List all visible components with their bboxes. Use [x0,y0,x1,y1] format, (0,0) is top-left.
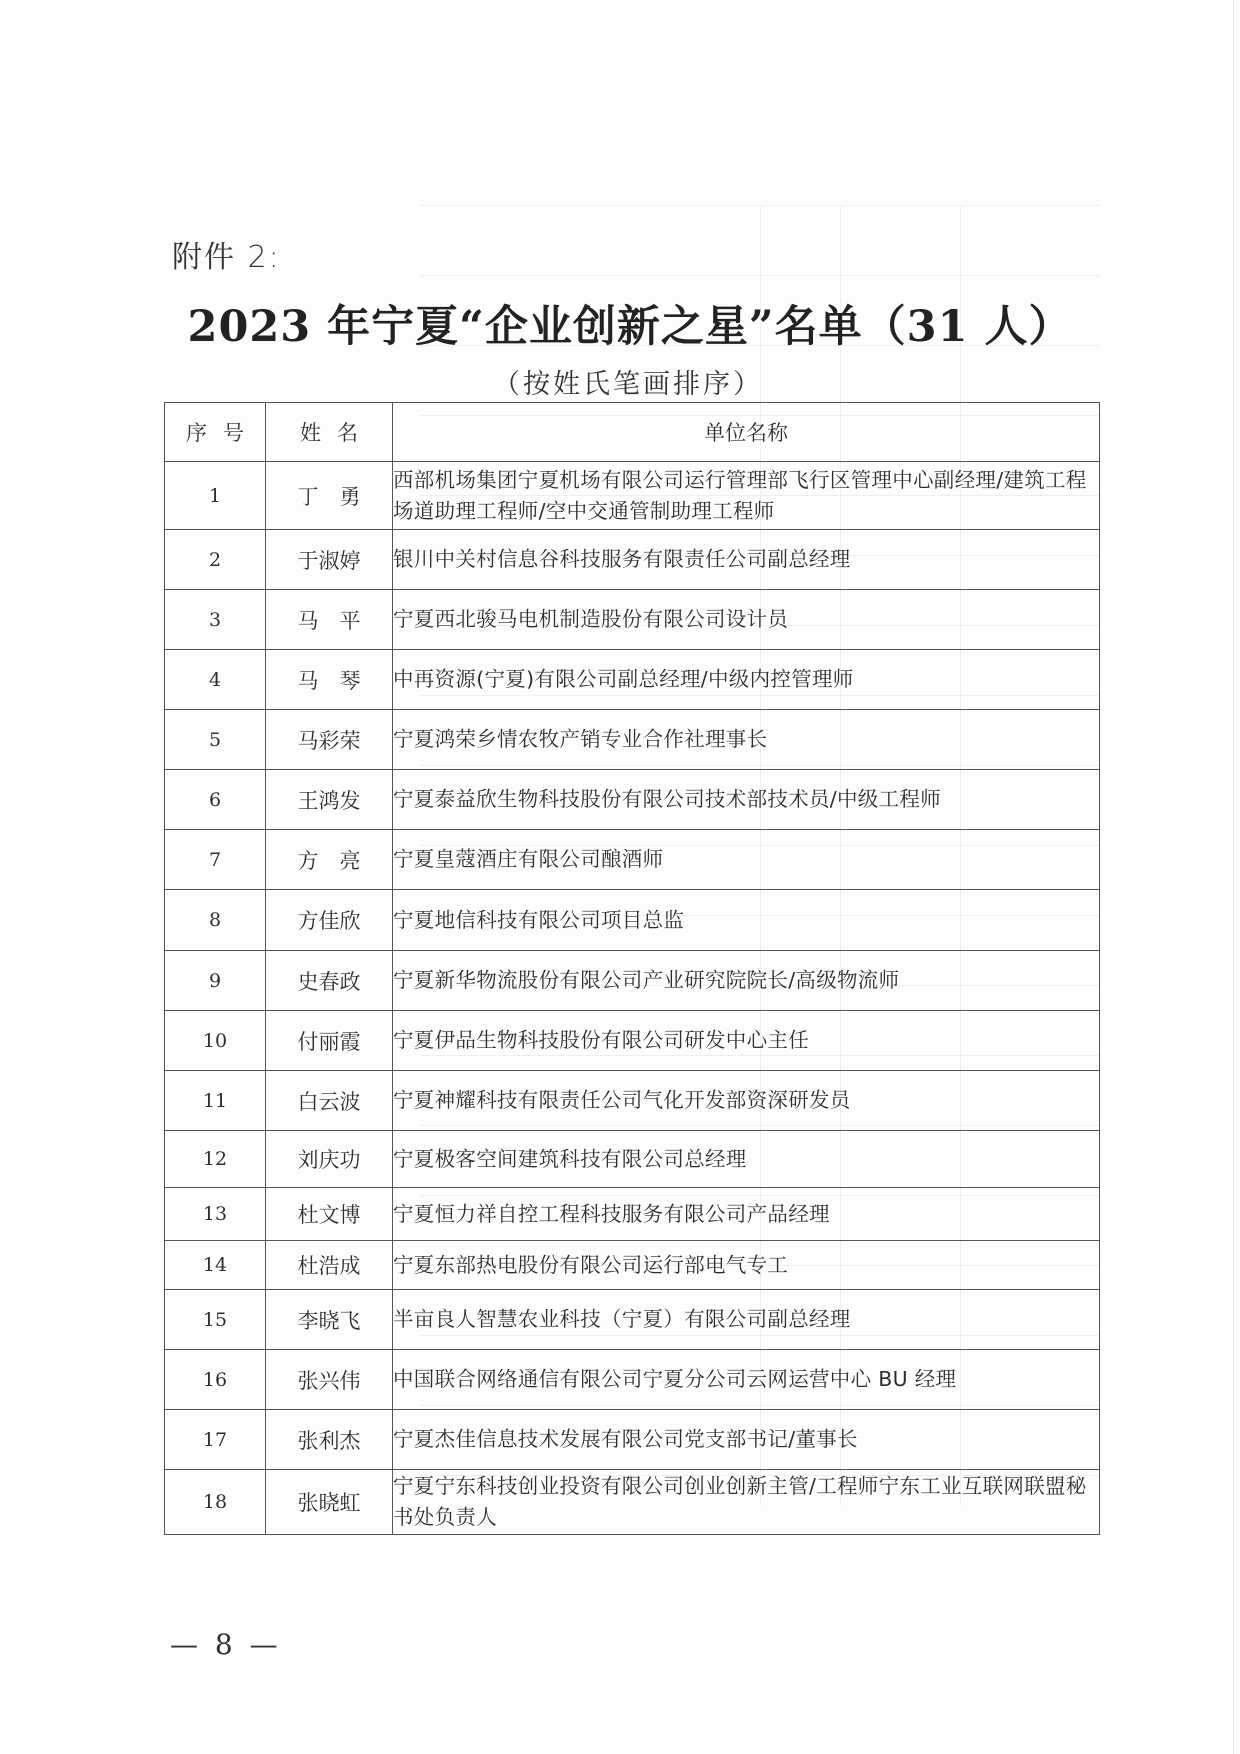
cell-organization: 宁夏东部热电股份有限公司运行部电气专工 [393,1241,1100,1290]
table-row [165,1290,1100,1350]
cell-name: 方 亮 [266,830,393,890]
table-row [165,1410,1100,1470]
cell-organization: 宁夏神耀科技有限责任公司气化开发部资深研发员 [393,1071,1100,1131]
table-row [165,650,1100,710]
cell-name: 马 琴 [266,650,393,710]
cell-serial-number: 3 [165,590,266,650]
cell-organization: 宁夏伊品生物科技股份有限公司研发中心主任 [393,1011,1100,1071]
cell-name: 方佳欣 [266,890,393,951]
cell-serial-number: 4 [165,650,266,710]
table-row [165,830,1100,890]
cell-name: 付丽霞 [266,1011,393,1071]
cell-name: 王鸿发 [266,770,393,830]
cell-serial-number: 7 [165,830,266,890]
table-row [165,590,1100,650]
cell-serial-number: 6 [165,770,266,830]
table-row [165,951,1100,1011]
header-name: 姓名 [266,403,393,462]
table-row [165,1071,1100,1131]
table-row [165,1131,1100,1188]
cell-serial-number: 10 [165,1011,266,1071]
cell-serial-number: 11 [165,1071,266,1131]
cell-organization: 宁夏恒力祥自控工程科技服务有限公司产品经理 [393,1188,1100,1241]
cell-serial-number: 12 [165,1131,266,1188]
awardee-table [164,402,1100,1535]
cell-organization: 宁夏西北骏马电机制造股份有限公司设计员 [393,590,1100,650]
cell-organization: 宁夏地信科技有限公司项目总监 [393,890,1100,951]
cell-name: 史春政 [266,951,393,1011]
table-row [165,1011,1100,1071]
attachment-label: 附件 2: [172,240,281,275]
cell-organization: 宁夏极客空间建筑科技有限公司总经理 [393,1131,1100,1188]
cell-serial-number: 15 [165,1290,266,1350]
page-number: — 8 — [170,1628,282,1661]
cell-name: 于淑婷 [266,530,393,590]
cell-name: 杜文博 [266,1188,393,1241]
cell-serial-number: 9 [165,951,266,1011]
table-row [165,1188,1100,1241]
table-row [165,710,1100,770]
document-title: 2023 年宁夏“企业创新之星”名单（31 人） [187,302,1073,352]
cell-name: 马 平 [266,590,393,650]
cell-organization: 宁夏泰益欣生物科技股份有限公司技术部技术员/中级工程师 [393,770,1100,830]
table-row [165,530,1100,590]
cell-name: 杜浩成 [266,1241,393,1290]
cell-organization: 半亩良人智慧农业科技（宁夏）有限公司副总经理 [393,1290,1100,1350]
table-header-row [165,403,1100,462]
cell-organization: 西部机场集团宁夏机场有限公司运行管理部飞行区管理中心副经理/建筑工程场道助理工程师/空中交通管制助理工程师 [393,462,1100,530]
page-edge-line [1233,0,1234,1754]
cell-name: 张兴伟 [266,1350,393,1410]
cell-name: 丁 勇 [266,462,393,530]
table-row [165,462,1100,530]
cell-serial-number: 14 [165,1241,266,1290]
cell-serial-number: 18 [165,1470,266,1535]
cell-serial-number: 13 [165,1188,266,1241]
cell-organization: 中国联合网络通信有限公司宁夏分公司云网运营中心 BU 经理 [393,1350,1100,1410]
cell-organization: 宁夏皇蔻酒庄有限公司酿酒师 [393,830,1100,890]
cell-name: 李晓飞 [266,1290,393,1350]
cell-serial-number: 16 [165,1350,266,1410]
cell-organization: 宁夏杰佳信息技术发展有限公司党支部书记/董事长 [393,1410,1100,1470]
cell-serial-number: 2 [165,530,266,590]
cell-organization: 宁夏宁东科技创业投资有限公司创业创新主管/工程师宁东工业互联网联盟秘书处负责人 [393,1470,1100,1535]
table-row [165,1350,1100,1410]
table-row [165,890,1100,951]
cell-serial-number: 17 [165,1410,266,1470]
header-serial-number: 序号 [165,403,266,462]
cell-serial-number: 8 [165,890,266,951]
header-organization: 单位名称 [393,403,1100,462]
table-row [165,1241,1100,1290]
cell-name: 马彩荣 [266,710,393,770]
table-row [165,770,1100,830]
cell-name: 张利杰 [266,1410,393,1470]
document-subtitle: （按姓氏笔画排序） [493,369,763,400]
cell-serial-number: 5 [165,710,266,770]
cell-serial-number: 1 [165,462,266,530]
cell-organization: 宁夏鸿荣乡情农牧产销专业合作社理事长 [393,710,1100,770]
cell-name: 白云波 [266,1071,393,1131]
cell-organization: 中再资源(宁夏)有限公司副总经理/中级内控管理师 [393,650,1100,710]
cell-name: 张晓虹 [266,1470,393,1535]
cell-name: 刘庆功 [266,1131,393,1188]
cell-organization: 宁夏新华物流股份有限公司产业研究院院长/高级物流师 [393,951,1100,1011]
cell-organization: 银川中关村信息谷科技服务有限责任公司副总经理 [393,530,1100,590]
table-row [165,1470,1100,1535]
